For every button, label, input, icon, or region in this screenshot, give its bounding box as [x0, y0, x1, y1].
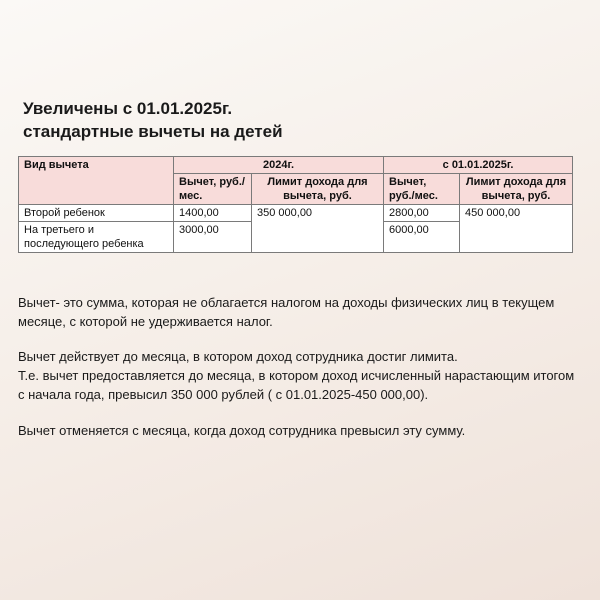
title-line-2: стандартные вычеты на детей — [23, 122, 283, 141]
paragraph-cancellation: Вычет отменяется с месяца, когда доход сотрудника превысил эту сумму. — [18, 423, 466, 438]
paragraph-validity — [18, 347, 578, 404]
limit-2024: 350 000,00 — [252, 205, 384, 253]
header-deduction-kind: Вид вычета — [19, 157, 174, 205]
header-2025-deduction: Вычет, руб./мес. — [384, 174, 460, 205]
header-2024-deduction: Вычет, руб./мес. — [174, 174, 252, 205]
row-deduction-2024: 3000,00 — [174, 222, 252, 253]
row-deduction-2024: 1400,00 — [174, 205, 252, 222]
row-kind: Второй ребенок — [19, 205, 174, 222]
title-line-1: Увеличены с 01.01.2025г. — [23, 99, 233, 118]
deductions-table — [18, 156, 573, 253]
header-group-2024: 2024г. — [174, 157, 384, 174]
validity-line-1: Вычет действует до месяца, в котором доход сотрудника достиг лимита. — [18, 349, 458, 364]
header-group-2025: с 01.01.2025г. — [384, 157, 573, 174]
row-deduction-2025: 6000,00 — [384, 222, 460, 253]
header-2025-limit: Лимит дохода для вычета, руб. — [460, 174, 573, 205]
row-kind: На третьего и последующего ребенка — [19, 222, 174, 253]
header-2024-limit: Лимит дохода для вычета, руб. — [252, 174, 384, 205]
limit-2025: 450 000,00 — [460, 205, 573, 253]
paragraph-definition: Вычет- это сумма, которая не облагается налогом на доходы физических лиц в текущем месяце, с которой не удерживается налог. — [18, 295, 555, 329]
table-row — [19, 205, 573, 222]
row-deduction-2025: 2800,00 — [384, 205, 460, 222]
page-title — [23, 97, 283, 143]
validity-line-2: Т.е. вычет предоставляется до месяца, в котором доход исчисленный нарастающим итогом с начала года, превысил 350 000 рублей ( с 01.01.2025-450 000,00). — [18, 368, 575, 402]
